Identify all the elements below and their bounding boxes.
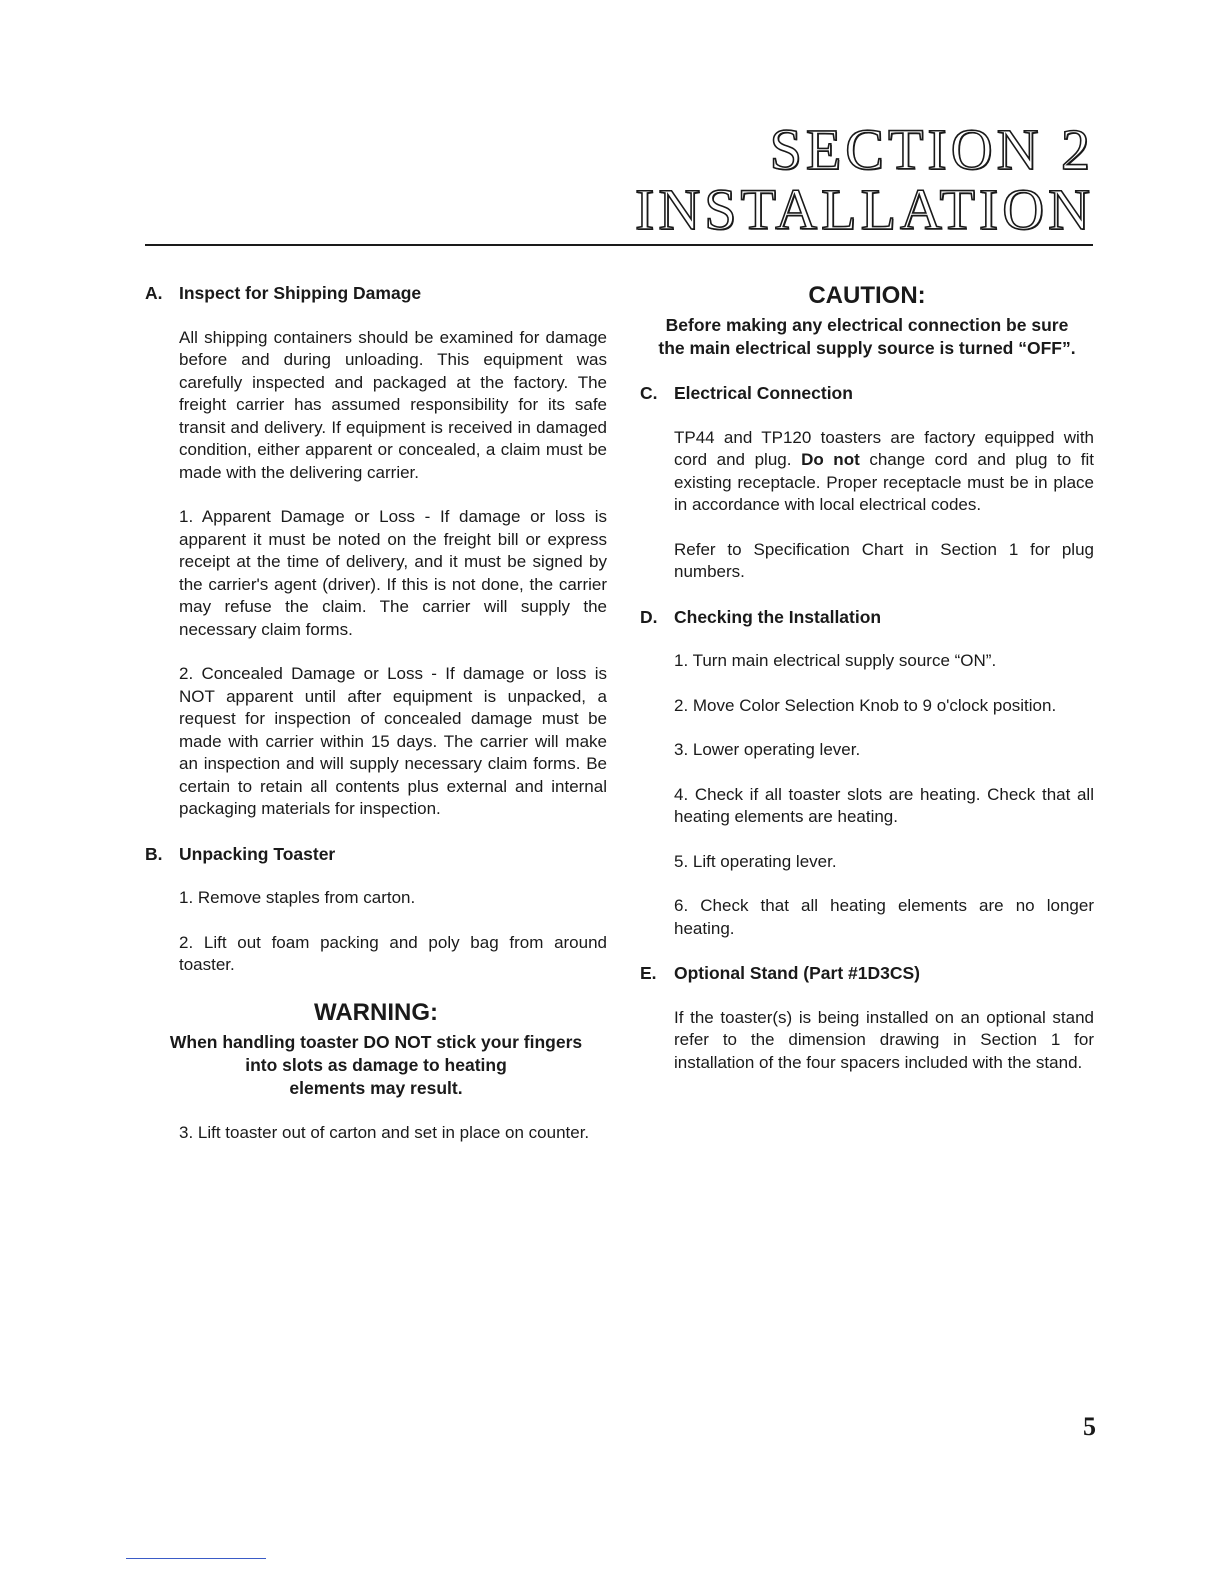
warning-line-1: When handling toaster DO NOT stick your fingers <box>169 1031 583 1052</box>
paragraph-spec-chart: Refer to Specification Chart in Section 1 for plug numbers. <box>674 539 1094 581</box>
caution-line-1: Before making any electrical connection be sure <box>665 315 1069 335</box>
warning-title: WARNING: <box>314 998 438 1026</box>
emphasis-do-not: Do not <box>801 450 860 469</box>
step-remove-staples: 1. Remove staples from carton. <box>179 888 416 907</box>
text-span: TP44 and TP120 toasters are factory equipped with cord and plug. <box>674 427 1094 469</box>
paragraph-shipping-containers: All shipping containers should be examined for damage before and during unloading. This equipment was carefully inspected and packaged at the factory. The freight carrier has assumed responsibility for its safe transit and delivery. If equipment is received in damaged condition, either apparent or concealed, a claim must be made with the delivering carrier. <box>179 327 607 482</box>
heading-letter: A. <box>145 283 163 303</box>
warning-notice <box>145 999 607 1100</box>
heading-letter: B. <box>145 843 163 864</box>
heading-text: Optional Stand (Part #1D3CS) <box>674 963 921 983</box>
paragraph-apparent-damage: 1. Apparent Damage or Loss - If damage or loss is apparent it must be noted on the freight bill or express receipt at the time of delivery, and it must be signed by the carrier's agent (driver). If this is not done, the carrier may refuse the claim. The carrier will supply the necessary claim forms. <box>179 507 607 639</box>
right-column <box>640 282 1094 1096</box>
heading-unpacking-toaster <box>145 843 607 866</box>
check-step-3: 3. Lower operating lever. <box>674 740 861 759</box>
check-step-6: 6. Check that all heating elements are no longer heating. <box>674 896 1094 938</box>
heading-letter: C. <box>640 383 658 403</box>
heading-inspect-shipping-damage <box>145 282 607 305</box>
heading-text: Checking the Installation <box>674 606 882 627</box>
left-column <box>145 282 607 1166</box>
header-rule <box>145 244 1093 246</box>
step-lift-foam: 2. Lift out foam packing and poly bag from around toaster. <box>179 932 607 974</box>
warning-line-3: elements may result. <box>289 1077 463 1098</box>
section-name: INSTALLATION <box>635 177 1094 242</box>
check-step-2: 2. Move Color Selection Knob to 9 o'clock position. <box>674 695 1057 715</box>
warning-line-2: into slots as damage to heating <box>245 1054 507 1075</box>
heading-letter: D. <box>640 606 658 627</box>
heading-optional-stand <box>640 962 1094 985</box>
heading-text: Unpacking Toaster <box>179 843 336 864</box>
paragraph-optional-stand: If the toaster(s) is being installed on an optional stand refer to the dimension drawing in Section 1 for installation of the four spacers included with the stand. <box>674 1007 1094 1072</box>
check-step-5: 5. Lift operating lever. <box>674 851 837 871</box>
check-step-1: 1. Turn main electrical supply source “ON”. <box>674 651 997 670</box>
caution-title: CAUTION: <box>808 282 926 309</box>
heading-letter: E. <box>640 963 657 983</box>
caution-line-2: the main electrical supply source is turned “OFF”. <box>658 338 1076 358</box>
section-title <box>394 117 1094 242</box>
paragraph-concealed-damage: 2. Concealed Damage or Loss - If damage or loss is NOT apparent until after equipment is unpacked, a request for inspection of concealed damage must be made with carrier within 15 days. The carrier will make an inspection and will supply necessary claim forms. Be certain to retain all contents plus external and internal packaging materials for inspection. <box>179 664 607 818</box>
heading-text: Electrical Connection <box>674 383 853 403</box>
heading-electrical-connection <box>640 382 1094 405</box>
page-number: 5 <box>1083 1412 1096 1441</box>
section-number: SECTION 2 <box>769 117 1094 182</box>
step-lift-toaster: 3. Lift toaster out of carton and set in place on counter. <box>179 1122 590 1142</box>
heading-checking-installation <box>640 606 1094 629</box>
text-span: change cord and plug to fit existing receptacle. Proper receptacle must be in place in accordance with local electrical codes. <box>674 450 1094 514</box>
check-step-4: 4. Check if all toaster slots are heating. Check that all heating elements are heating. <box>674 784 1094 826</box>
heading-text: Inspect for Shipping Damage <box>179 283 422 303</box>
footer-line <box>126 1558 266 1559</box>
paragraph-cord-and-plug <box>674 427 1094 517</box>
caution-notice <box>640 282 1094 360</box>
